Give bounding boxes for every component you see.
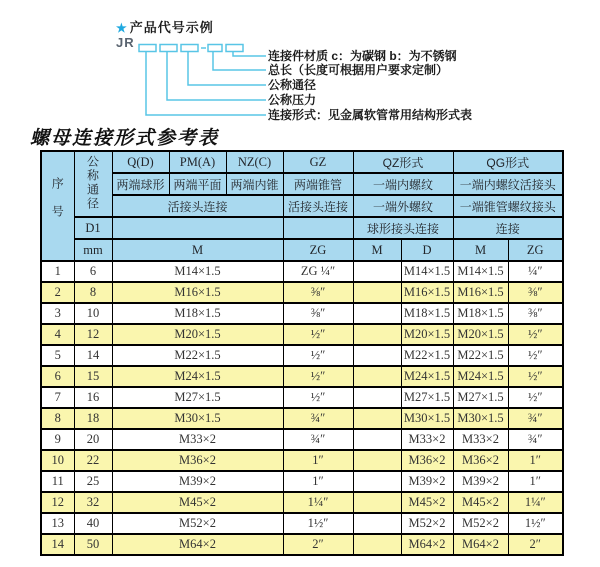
cell-dn: 15 (74, 366, 112, 387)
cell-qz_m (353, 261, 401, 282)
cell-dn: 18 (74, 408, 112, 429)
table-body (41, 261, 563, 555)
code-box-5 (226, 45, 243, 52)
header-qg-row3: 一端锥管螺纹接头 (453, 195, 563, 217)
cell-gz: 1¼″ (283, 492, 353, 513)
cell-m: M36×2 (112, 450, 283, 471)
cell-seq: 10 (41, 450, 74, 471)
cell-qg_m: M22×1.5 (453, 345, 508, 366)
cell-qz_m (353, 303, 401, 324)
cell-m: M52×2 (112, 513, 283, 534)
cell-dn: 10 (74, 303, 112, 324)
header-desc-gz: 两端锥管 (283, 173, 353, 195)
cell-qz_d: M22×1.5 (401, 345, 453, 366)
cell-qz_m (353, 513, 401, 534)
table-row (41, 408, 563, 429)
cell-qz_m (353, 429, 401, 450)
cell-m: M33×2 (112, 429, 283, 450)
cell-qg_zg: ¾″ (508, 429, 563, 450)
connector-line-pressure (167, 52, 266, 101)
header-seq: 序号 (41, 151, 74, 261)
header-code-qd: Q(D) (112, 151, 169, 173)
star-icon: ★ (116, 21, 128, 35)
code-label-form: 连接形式：见金属软管常用结构形式表 (268, 108, 473, 122)
cell-qz_d: M16×1.5 (401, 282, 453, 303)
cell-gz: ZG ¼″ (283, 261, 353, 282)
cell-qg_m: M52×2 (453, 513, 508, 534)
cell-m: M16×1.5 (112, 282, 283, 303)
cell-seq: 5 (41, 345, 74, 366)
cell-dn: 14 (74, 345, 112, 366)
cell-dn: 20 (74, 429, 112, 450)
header-code-nzc: NZ(C) (226, 151, 283, 173)
table-row (41, 513, 563, 534)
header-gz-zg: ZG (283, 239, 353, 261)
cell-qg_m: M33×2 (453, 429, 508, 450)
cell-gz: ½″ (283, 345, 353, 366)
cell-m: M18×1.5 (112, 303, 283, 324)
cell-qg_m: M14×1.5 (453, 261, 508, 282)
code-box-1 (139, 45, 156, 52)
header-qg-row4: 连接 (453, 217, 563, 239)
cell-dn: 40 (74, 513, 112, 534)
cell-qg_zg: 1″ (508, 450, 563, 471)
header-union-connect-left: 活接头连接 (112, 195, 283, 217)
cell-qg_m: M18×1.5 (453, 303, 508, 324)
cell-qz_d: M36×2 (401, 450, 453, 471)
cell-seq: 9 (41, 429, 74, 450)
header-empty-left (112, 217, 283, 239)
cell-qz_m (353, 387, 401, 408)
cell-m: M45×2 (112, 492, 283, 513)
cell-seq: 2 (41, 282, 74, 303)
cell-dn: 50 (74, 534, 112, 555)
code-box-3 (181, 45, 198, 52)
product-code-diagram (0, 0, 600, 128)
header-code-qz: QZ形式 (353, 151, 453, 173)
cell-qz_d: M64×2 (401, 534, 453, 555)
cell-seq: 11 (41, 471, 74, 492)
cell-qg_zg: 1¼″ (508, 492, 563, 513)
cell-qz_m (353, 534, 401, 555)
header-empty-gz (283, 217, 353, 239)
diagram-heading-text: 产品代号示例 (129, 20, 214, 35)
code-box-2 (160, 45, 177, 52)
cell-qz_m (353, 324, 401, 345)
cell-qz_m (353, 450, 401, 471)
cell-qg_m: M36×2 (453, 450, 508, 471)
table-row (41, 429, 563, 450)
cell-dn: 12 (74, 324, 112, 345)
connector-line-length (213, 52, 266, 71)
cell-seq: 3 (41, 303, 74, 324)
header-qg-m: M (453, 239, 508, 261)
cell-gz: 1″ (283, 450, 353, 471)
cell-gz: ⅜″ (283, 282, 353, 303)
cell-dn: 22 (74, 450, 112, 471)
header-desc-qd: 两端球形 (112, 173, 169, 195)
header-dn: 公称通径 (74, 151, 112, 217)
code-prefix: JR (116, 35, 135, 50)
table-row (41, 492, 563, 513)
header-m: M (112, 239, 283, 261)
cell-qg_zg: 2″ (508, 534, 563, 555)
cell-qg_zg: ¾″ (508, 408, 563, 429)
cell-gz: ⅜″ (283, 303, 353, 324)
cell-qg_m: M27×1.5 (453, 387, 508, 408)
cell-qz_d: M27×1.5 (401, 387, 453, 408)
code-label-length: 总长（长度可根据用户要求定制） (268, 63, 449, 77)
cell-qg_m: M24×1.5 (453, 366, 508, 387)
cell-qg_zg: ⅜″ (508, 303, 563, 324)
header-desc-nzc: 两端内锥 (226, 173, 283, 195)
header-qg-zg: ZG (508, 239, 563, 261)
header-d1: D1 (74, 217, 112, 239)
cell-qz_d: M45×2 (401, 492, 453, 513)
cell-qz_d: M18×1.5 (401, 303, 453, 324)
nut-connection-table (40, 150, 564, 556)
cell-qg_zg: ½″ (508, 366, 563, 387)
cell-seq: 6 (41, 366, 74, 387)
cell-gz: ½″ (283, 324, 353, 345)
cell-qz_d: M24×1.5 (401, 366, 453, 387)
header-qz-row4: 球形接头连接 (353, 217, 453, 239)
cell-seq: 14 (41, 534, 74, 555)
header-qz-row3: 一端外螺纹 (353, 195, 453, 217)
cell-qg_m: M20×1.5 (453, 324, 508, 345)
table-row (41, 450, 563, 471)
table-header (41, 151, 563, 261)
cell-seq: 8 (41, 408, 74, 429)
cell-qg_zg: ¼″ (508, 261, 563, 282)
header-code-gz: GZ (283, 151, 353, 173)
code-label-pressure: 公称压力 (268, 93, 317, 107)
cell-m: M27×1.5 (112, 387, 283, 408)
diagram-heading (116, 17, 214, 36)
table-row (41, 387, 563, 408)
table-title: 螺母连接形式参考表 (30, 127, 220, 149)
cell-qz_m (353, 471, 401, 492)
cell-qz_d: M52×2 (401, 513, 453, 534)
cell-dn: 32 (74, 492, 112, 513)
cell-dn: 8 (74, 282, 112, 303)
cell-m: M24×1.5 (112, 366, 283, 387)
cell-qz_m (353, 492, 401, 513)
cell-qg_m: M64×2 (453, 534, 508, 555)
header-code-qg: QG形式 (453, 151, 563, 173)
table-row (41, 324, 563, 345)
header-mm: mm (74, 239, 112, 261)
cell-qg_m: M39×2 (453, 471, 508, 492)
cell-m: M64×2 (112, 534, 283, 555)
cell-gz: ½″ (283, 387, 353, 408)
cell-qg_m: M16×1.5 (453, 282, 508, 303)
table-row (41, 534, 563, 555)
cell-dn: 16 (74, 387, 112, 408)
cell-qz_d: M14×1.5 (401, 261, 453, 282)
cell-seq: 4 (41, 324, 74, 345)
cell-m: M39×2 (112, 471, 283, 492)
table-row (41, 345, 563, 366)
cell-qg_zg: ½″ (508, 387, 563, 408)
cell-seq: 7 (41, 387, 74, 408)
cell-seq: 12 (41, 492, 74, 513)
code-label-material: 连接件材质 c：为碳钢 b：为不锈钢 (268, 49, 457, 63)
cell-m: M30×1.5 (112, 408, 283, 429)
header-qz-d: D (401, 239, 453, 261)
code-label-diameter: 公称通径 (268, 78, 317, 92)
header-qz-row2: 一端内螺纹 (353, 173, 453, 195)
header-code-pma: PM(A) (169, 151, 226, 173)
cell-m: M20×1.5 (112, 324, 283, 345)
cell-qz_d: M39×2 (401, 471, 453, 492)
cell-gz: ½″ (283, 366, 353, 387)
cell-qg_zg: 1″ (508, 471, 563, 492)
header-desc-pma: 两端平面 (169, 173, 226, 195)
header-qz-m: M (353, 239, 401, 261)
header-qg-row2: 一端内螺纹活接头 (453, 173, 563, 195)
cell-qz_m (353, 408, 401, 429)
cell-gz: ¾″ (283, 408, 353, 429)
connector-line-form (146, 52, 266, 116)
cell-dn: 6 (74, 261, 112, 282)
cell-gz: ¾″ (283, 429, 353, 450)
cell-qg_zg: ½″ (508, 324, 563, 345)
table-row (41, 471, 563, 492)
cell-qz_d: M30×1.5 (401, 408, 453, 429)
cell-qz_d: M20×1.5 (401, 324, 453, 345)
cell-seq: 13 (41, 513, 74, 534)
cell-m: M14×1.5 (112, 261, 283, 282)
cell-qz_d: M33×2 (401, 429, 453, 450)
cell-qz_m (353, 366, 401, 387)
cell-gz: 2″ (283, 534, 353, 555)
cell-qg_m: M45×2 (453, 492, 508, 513)
cell-m: M22×1.5 (112, 345, 283, 366)
cell-qg_m: M30×1.5 (453, 408, 508, 429)
cell-qg_zg: ½″ (508, 345, 563, 366)
table-row (41, 366, 563, 387)
cell-qg_zg: 1½″ (508, 513, 563, 534)
table-row (41, 261, 563, 282)
table-row (41, 282, 563, 303)
cell-qz_m (353, 345, 401, 366)
header-union-connect-gz: 活接头连接 (283, 195, 353, 217)
cell-dn: 25 (74, 471, 112, 492)
cell-gz: 1″ (283, 471, 353, 492)
table-row (41, 303, 563, 324)
cell-qz_m (353, 282, 401, 303)
cell-seq: 1 (41, 261, 74, 282)
cell-gz: 1½″ (283, 513, 353, 534)
code-box-4 (208, 45, 222, 52)
cell-qg_zg: ⅜″ (508, 282, 563, 303)
